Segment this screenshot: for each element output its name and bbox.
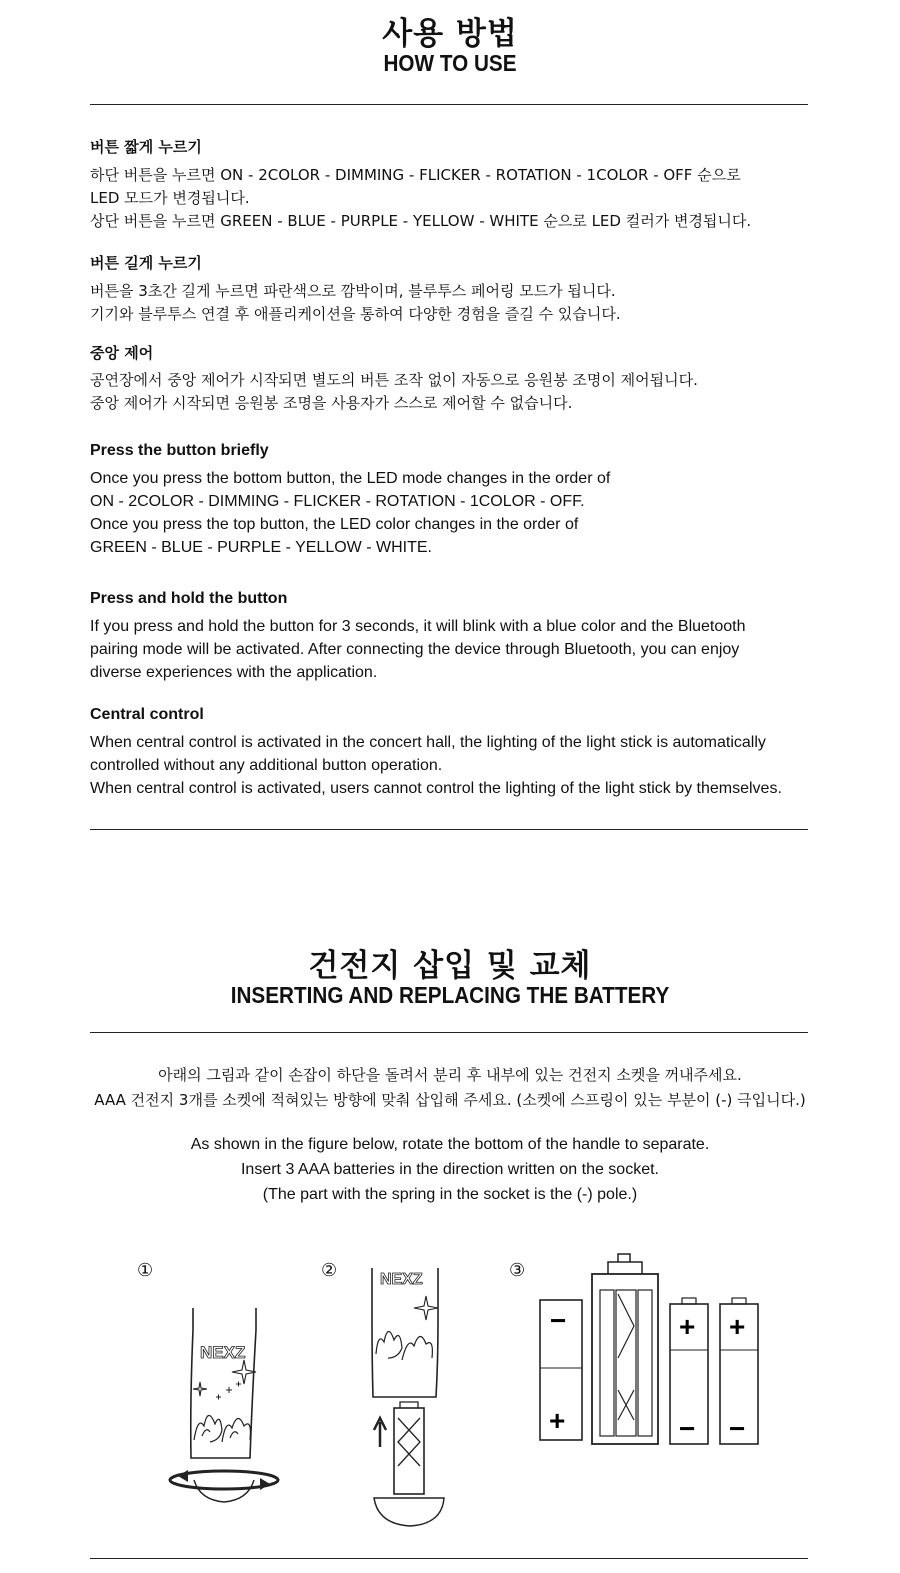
- battery-instruction-en: As shown in the figure below, rotate the bottom of the handle to separate.: [190, 1136, 710, 1153]
- step-number-2: ②: [321, 1260, 338, 1281]
- battery-instruction-en: Insert 3 AAA batteries in the direction written on the socket.: [240, 1161, 659, 1178]
- step-number-3: ③: [509, 1260, 526, 1281]
- section-heading-press-briefly: Press the button briefly: [90, 442, 269, 459]
- battery-sign-plus: +: [549, 1405, 566, 1436]
- text-line: GREEN - BLUE - PURPLE - YELLOW - WHITE.: [90, 539, 432, 556]
- section-heading-long-press-ko: 버튼 길게 누르기: [90, 254, 202, 272]
- battery-title-en: INSERTING AND REPLACING THE BATTERY: [230, 982, 670, 1008]
- text-line: 공연장에서 중앙 제어가 시작되면 별도의 버튼 조작 없이 자동으로 응원봉 조명이 제어됩니다.: [90, 371, 698, 389]
- text-line: Once you press the bottom button, the LED mode changes in the order of: [90, 470, 611, 487]
- how-to-use-title-en: HOW TO USE: [383, 50, 517, 76]
- sparkle-icon: [414, 1296, 438, 1320]
- text-line: When central control is activated in the concert hall, the lighting of the light stick is automatically: [90, 734, 766, 751]
- text-line: 중앙 제어가 시작되면 응원봉 조명을 사용자가 스스로 제어할 수 없습니다.: [90, 394, 573, 412]
- figure-rotate-handle: [160, 1300, 300, 1510]
- nexz-logo: NEXZ: [200, 1343, 246, 1362]
- battery-instruction-ko: AAA 건전지 3개를 소켓에 적혀있는 방향에 맞춰 삽입해 주세요. (소켓에 스프링이 있는 부분이 (-) 극입니다.): [94, 1091, 806, 1109]
- section-heading-central-control-ko: 중앙 제어: [90, 344, 154, 362]
- text-line: 버튼을 3초간 길게 누르면 파란색으로 깜박이며, 블루투스 페어링 모드가 됩니다.: [90, 282, 616, 300]
- section-heading-short-press-ko: 버튼 짧게 누르기: [90, 138, 202, 156]
- text-line: 하단 버튼을 누르면 ON - 2COLOR - DIMMING - FLICKER - ROTATION - 1COLOR - OFF 순으로: [90, 166, 741, 184]
- text-line: diverse experiences with the application.: [90, 664, 378, 681]
- battery-instruction-ko: 아래의 그림과 같이 손잡이 하단을 돌려서 분리 후 내부에 있는 건전지 소켓을 꺼내주세요.: [158, 1066, 742, 1084]
- section-heading-press-and-hold: Press and hold the button: [90, 590, 288, 607]
- flame-icon: [376, 1331, 432, 1360]
- text-line: LED 모드가 변경됩니다.: [90, 189, 250, 207]
- text-line: If you press and hold the button for 3 seconds, it will blink with a blue color and the Bluetooth: [90, 618, 746, 635]
- up-arrow-icon: [374, 1418, 386, 1447]
- section-heading-central-control: Central control: [90, 706, 204, 723]
- text-line: Once you press the top button, the LED color changes in the order of: [90, 516, 579, 533]
- bottom-cap: [194, 1480, 254, 1502]
- battery-sign-plus: +: [679, 1311, 696, 1342]
- battery-title-ko: 건전지 삽입 및 교체: [308, 948, 592, 984]
- battery-instruction-en: (The part with the spring in the socket is the (-) pole.): [262, 1186, 638, 1203]
- battery-socket: [592, 1274, 658, 1444]
- figure-insert-batteries: [530, 1250, 770, 1450]
- bottom-cap: [374, 1498, 444, 1526]
- text-line: 기기와 블루투스 연결 후 애플리케이션을 통하여 다양한 경험을 즐길 수 있습니다.: [90, 305, 621, 323]
- text-line: 상단 버튼을 누르면 GREEN - BLUE - PURPLE - YELLOW - WHITE 순으로 LED 컬러가 변경됩니다.: [90, 212, 752, 230]
- text-line: pairing mode will be activated. After connecting the device through Bluetooth, you can enjoy: [90, 641, 740, 658]
- text-line: When central control is activated, users cannot control the lighting of the light stick by themselves.: [90, 780, 782, 797]
- flame-icon: [194, 1415, 250, 1442]
- divider: [90, 829, 808, 830]
- divider: [90, 1032, 808, 1033]
- battery-sign-minus: −: [729, 1413, 746, 1444]
- battery-sign-minus: −: [679, 1413, 696, 1444]
- divider: [90, 1558, 808, 1559]
- battery-socket: [394, 1408, 424, 1494]
- sparkle-icon: [193, 1360, 256, 1396]
- text-line: ON - 2COLOR - DIMMING - FLICKER - ROTATION - 1COLOR - OFF.: [90, 493, 585, 510]
- nexz-logo: NEXZ: [380, 1271, 423, 1288]
- divider: [90, 104, 808, 105]
- figure-separate-handle: [360, 1262, 470, 1532]
- step-number-1: ①: [137, 1260, 154, 1281]
- text-line: controlled without any additional button operation.: [90, 757, 443, 774]
- how-to-use-title-ko: 사용 방법: [382, 16, 518, 52]
- plus-marks-icon: [216, 1382, 241, 1400]
- battery-sign-plus: +: [729, 1311, 746, 1342]
- battery-sign-minus: −: [550, 1305, 567, 1336]
